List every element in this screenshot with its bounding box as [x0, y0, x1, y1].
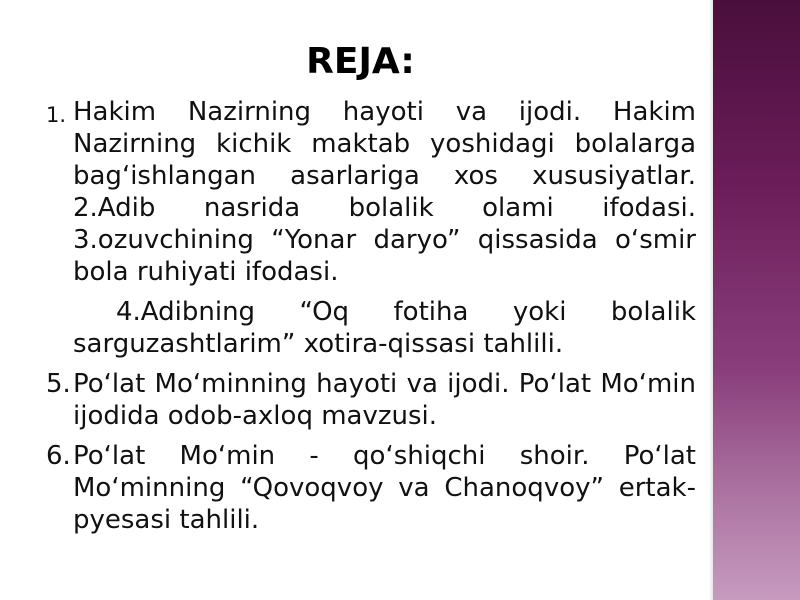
plan-item-1 — [46, 96, 696, 288]
plan-item-text: 4.Adibning “Oq fotiha yoki bolalik sarguzashtlarim” xotira-qissasi tahlili. — [73, 297, 696, 359]
plan-item-number: 6. — [46, 441, 71, 471]
plan-item-number: 5. — [46, 369, 71, 399]
plan-item-text: Po‘lat Mo‘minning hayoti va ijodi. Po‘lat Mo‘min ijodida odob-axloq mavzusi. — [73, 369, 696, 431]
plan-item-4 — [46, 296, 696, 360]
slide-title — [0, 40, 713, 84]
plan-item-number: 1. — [46, 103, 67, 127]
plan-list — [46, 96, 696, 544]
decorative-side-bar — [713, 0, 800, 600]
plan-item-text: Po‘lat Mo‘min - qo‘shiqchi shoir. Po‘lat Mo‘minning “Qovoqvoy va Chanoqvoy” ertak-pyesasi tahlili. — [73, 441, 696, 535]
slide-title-text: REJA: — [306, 41, 415, 82]
plan-item-6 — [46, 440, 696, 536]
plan-item-5 — [46, 368, 696, 432]
plan-item-text: Hakim Nazirning hayoti va ijodi. Hakim Nazirning kichik maktab yoshidagi bolalarga bag‘ishlangan asarlariga xos xususiyatlar. 2.Adib nasrida bolalik olami ifodasi. 3.ozuvchining “Yonar daryo” qissasida o‘smir bola ruhiyati ifodasi. — [73, 97, 696, 287]
